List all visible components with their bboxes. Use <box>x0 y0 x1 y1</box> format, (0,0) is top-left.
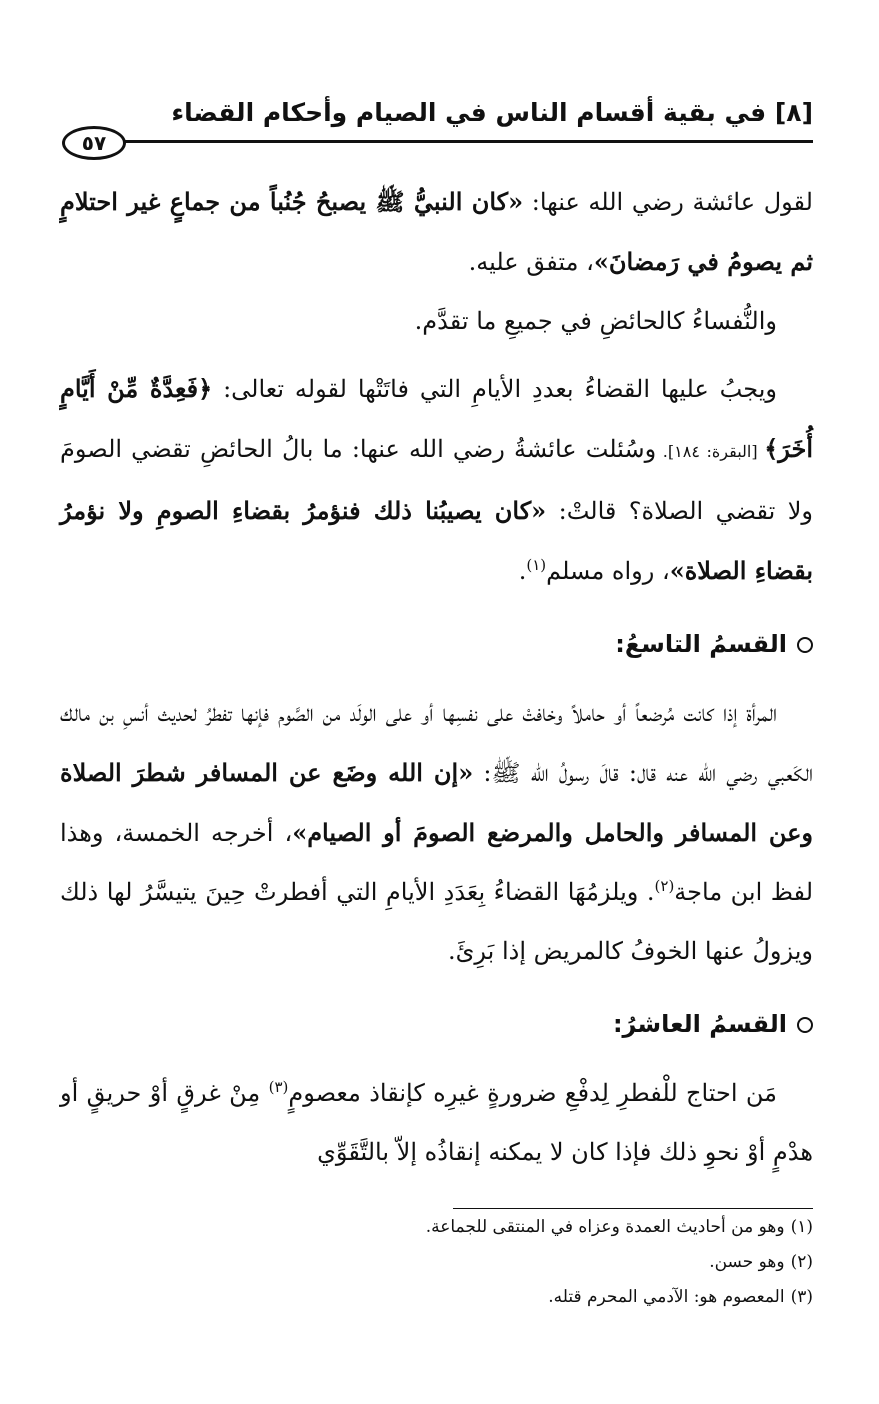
section-9-heading <box>60 615 813 674</box>
section-10-heading <box>60 995 813 1054</box>
p1-hadith-quote: «كان النبيُّ ﷺ يصبحُ جُنُباً من جماعٍ غير احتلامٍ ثم يصومُ في رَمضانَ» <box>60 187 813 276</box>
s9-tail: . ويلزمُهَا القضاءُ بِعَدَدِ الأيامِ التي أفطرتْ حِينَ يتيسَّرُ لها ذلك ويزولُ عنها الخوفُ كالمريض إذا بَرِئَ. <box>60 878 813 965</box>
footnote-divider <box>453 1208 813 1209</box>
page-number-text: ٥٧ <box>81 131 107 155</box>
page-body <box>60 172 813 1182</box>
p3-intro: ويجبُ عليها القضاءُ بعددِ الأيامِ التي فاتَتْها لقوله تعالى: <box>212 375 778 403</box>
p1-tail: ، متفق عليه. <box>468 248 594 276</box>
p3-tail: ، رواه مسلم <box>546 557 670 585</box>
footnote-text: وهو من أحاديث العمدة وعزاه في المنتقى للجماعة. <box>425 1217 785 1237</box>
p3-question: وسُئلت عائشةُ رضي الله عنها: ما بالُ الحائضِ تقضي الصومَ ولا تقضي الصلاة؟ قالتْ: <box>60 435 814 525</box>
footnote-3 <box>60 1280 813 1315</box>
circle-bullet-icon <box>797 637 813 653</box>
section-10-title: القسمُ العاشرُ: <box>612 1010 787 1038</box>
section-10-paragraph <box>60 1064 813 1182</box>
footnote-1 <box>60 1210 813 1245</box>
section-9-paragraph <box>60 684 813 981</box>
p3-hadith-quote: «كان يصيبُنا ذلك فنؤمرُ بقضاءِ الصومِ ولا نؤمرُ بقضاءِ الصلاة» <box>60 496 813 585</box>
p3-end: . <box>518 557 527 585</box>
circle-bullet-icon <box>797 1017 813 1033</box>
footnote-ref-1[interactable]: (١) <box>526 556 547 574</box>
section-9-title: القسمُ التاسعُ: <box>615 630 787 658</box>
footnote-number: (٢) <box>790 1252 813 1272</box>
p3-verse-reference: [البقرة: ١٨٤]. <box>656 442 765 461</box>
s9-intro: المرأة إذا كانت مُرضعاً أو حاملاً وخافتْ على نفسِها أو على الولَد من الصَّوم فإنها تفطرُ لحديث أنسِ بن مالك الكَعبي رضي الله عنه قال: قالَ رسولُ الله ﷺ: <box>60 699 813 787</box>
footnote-ref-2[interactable]: (٢) <box>654 877 675 895</box>
paragraph-2: والنُّفساءُ كالحائضِ في جميعِ ما تقدَّم. <box>414 307 777 335</box>
p1-intro: لقول عائشة رضي الله عنها: <box>523 188 813 216</box>
page-header <box>62 98 813 156</box>
paragraph-3 <box>60 359 813 601</box>
paragraph-1 <box>60 172 813 292</box>
footnote-number: (٣) <box>790 1287 813 1307</box>
s10-tail: مِنْ غرقٍ أوْ حريقٍ أو هدْمٍ أوْ نحوِ ذلك فإذا كان لا يمكنه إنقاذُه إلاّ بالتَّقَوِّي <box>60 1079 813 1166</box>
s9-hadith-quote: «إن الله وضَع عن المسافر شطرَ الصلاة وعن المسافر والحامل والمرضع الصومَ أو الصيام» <box>60 758 813 847</box>
footnotes <box>60 1210 813 1315</box>
footnote-ref-3[interactable]: (٣) <box>268 1078 289 1096</box>
footnote-2 <box>60 1245 813 1280</box>
footnote-text: المعصوم هو: الآدمي المحرم قتله. <box>548 1287 785 1307</box>
running-title: [٨] في بقية أقسام الناس في الصيام وأحكام القضاء <box>171 98 813 127</box>
s10-intro: مَن احتاج للْفطرِ لِدفْعِ ضرورةٍ غيرِه كإنقاذ معصومٍ <box>288 1079 777 1107</box>
footnote-text: وهو حسن. <box>709 1252 785 1272</box>
page-number <box>62 126 126 160</box>
p3-quran-verse: ﴿فَعِدَّةٌ مِّنْ أَيَّامٍ أُخَرَ﴾ <box>60 374 813 463</box>
s9-source: ، أخرجه الخمسة، وهذا لفظ ابن ماجة <box>60 819 814 906</box>
footnote-number: (١) <box>790 1217 813 1237</box>
header-rule <box>116 140 813 143</box>
